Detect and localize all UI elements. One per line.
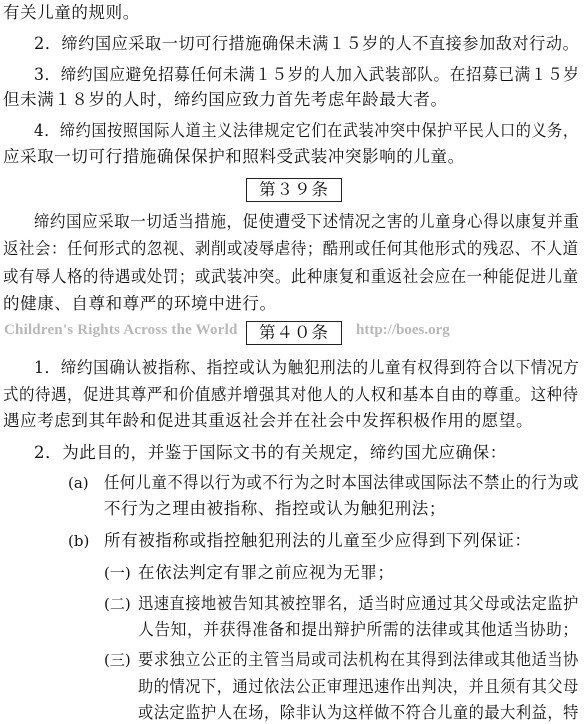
art39-line-3: 或有辱人格的待遇或处罚；或武装冲突。此种康复和重返社会应在一种能促进儿童 bbox=[3, 267, 579, 286]
item-ii-line-2: 人告知，并获得准备和提出辩护所需的法律或其他适当协助； bbox=[138, 620, 579, 639]
art40-para-2-intro: 2．为此目的，并鉴于国际文书的有关规定，缔约国尤应确保： bbox=[34, 443, 507, 462]
item-iii-line-2: 助的情况下，通过依法公正审理迅速作出判决，并且须有其父母 bbox=[138, 677, 579, 696]
art38-continuation: 有关儿童的规则。 bbox=[3, 3, 140, 22]
item-i-marker: (一) bbox=[104, 564, 131, 582]
item-i-line-1: 在依法判定有罪之前应视为无罪； bbox=[138, 563, 395, 582]
item-a-line-1: 任何儿童不得以行为或不行为之时本国法律或国际法不禁止的行为或 bbox=[104, 473, 579, 492]
article-40-heading: 第４０条 bbox=[246, 321, 342, 345]
art38-para-4-line-1: 4．缔约国按照国际人道主义法律规定它们在武装冲突中保护平民人口的义务， bbox=[34, 121, 579, 140]
watermark-text: Children's Rights Across the World bbox=[4, 322, 238, 338]
art38-para-3-line-1: 3．缔约国应避免招募任何未满１５岁的人加入武装部队。在招募已满１５岁 bbox=[34, 65, 580, 84]
item-ii-line-1: 迅速直接地被告知其被控罪名，适当时应通过其父母或法定监护 bbox=[138, 594, 579, 613]
item-a-line-2: 不行为之理由被指称、指控或认为触犯刑法； bbox=[104, 499, 446, 518]
art39-line-1: 缔约国应采取一切适当措施，促使遭受下述情况之害的儿童身心得以康复并重 bbox=[34, 212, 580, 231]
item-ii-marker: (二) bbox=[104, 595, 131, 613]
art38-para-3-line-2: 但未满１８岁的人时，缔约国应致力首先考虑年龄最大者。 bbox=[3, 90, 448, 109]
art39-line-4: 的健康、自尊和尊严的环境中进行。 bbox=[3, 294, 277, 313]
item-iii-line-1: 要求独立公正的主管当局或司法机构在其得到法律或其他适当协 bbox=[138, 650, 579, 669]
article-39-heading: 第３９条 bbox=[246, 178, 342, 202]
art39-line-2: 返社会：任何形式的忽视、剥削或凌辱虐待；酷刑或任何其他形式的残忍、不人道 bbox=[3, 239, 579, 258]
art40-para-1-line-1: 1．缔约国确认被指称、指控或认为触犯刑法的儿童有权得到符合以下情况方 bbox=[34, 358, 580, 377]
item-a-marker: (a) bbox=[68, 474, 89, 492]
item-iii-marker: (三) bbox=[104, 651, 131, 669]
item-iii-line-3: 或法定监护人在场，除非认为这样做不符合儿童的最大利益，特 bbox=[138, 703, 579, 722]
art38-para-2: 2．缔约国应采取一切可行措施确保未满１５岁的人不直接参加敌对行动。 bbox=[34, 34, 580, 53]
item-b-line-1: 所有被指称或指控触犯刑法的儿童至少应得到下列保证： bbox=[104, 531, 532, 550]
art38-para-4-line-2: 应采取一切可行措施确保保护和照料受武装冲突影响的儿童。 bbox=[3, 147, 465, 166]
watermark-url: http://boes.org bbox=[356, 322, 450, 338]
art40-para-1-line-2: 式的待遇，促进其尊严和价值感并增强其对他人的人权和基本自由的尊重。这种待 bbox=[3, 385, 579, 404]
item-b-marker: (b) bbox=[68, 532, 90, 550]
art40-para-1-line-3: 遇应考虑到其年龄和促进其重返社会并在社会中发挥积极作用的愿望。 bbox=[3, 411, 534, 430]
